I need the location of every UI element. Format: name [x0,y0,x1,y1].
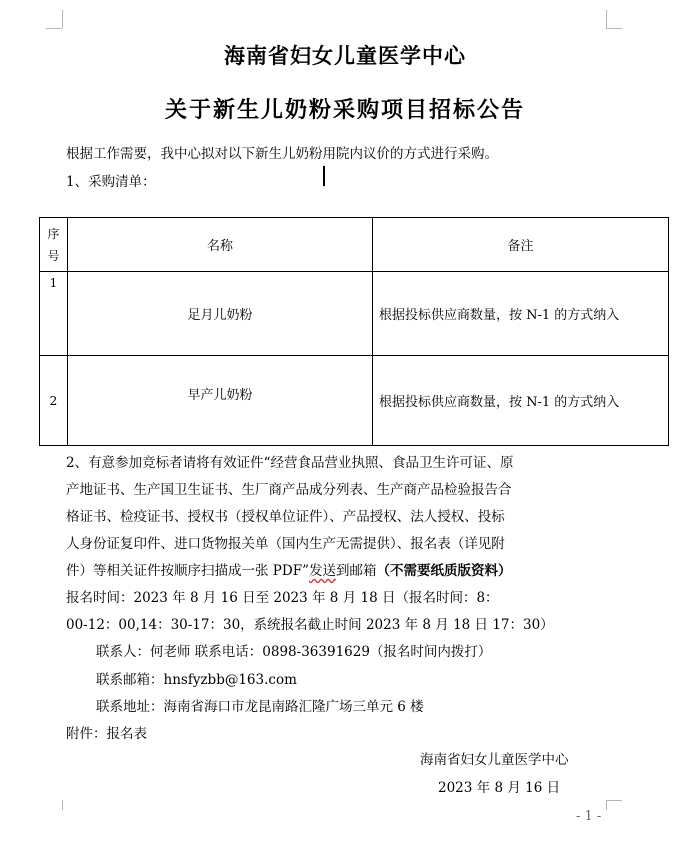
section-2-line [66,559,511,579]
header-seq-top: 序 [47,226,60,241]
section-2-line: 产地证书、生产国卫生证书、生厂商产品成分列表、生产商产品检验报告合 [66,482,512,498]
row-seq: 1 [40,272,68,356]
header-note: 备注 [373,218,669,272]
spellcheck-word: 发送 [308,563,336,579]
table-header-row [40,218,669,272]
header-seq-bottom: 号 [47,248,60,263]
section-2-line: 2、有意参加竞标者请将有效证件“经营食品营业执照、食品卫生许可证、原 [66,455,514,471]
table-row [40,272,669,356]
registration-time-cont: 00-12：00,14：30-17：30，系统报名截止时间 2023 年 8 月 18 日 17：30） [66,617,554,633]
row-name: 足月儿奶粉 [68,272,373,356]
header-seq [40,218,68,272]
notice-title: 关于新生儿奶粉采购项目招标公告 [164,97,525,123]
page-number: - 1 - [576,809,602,824]
crop-mark [606,800,622,801]
org-title: 海南省妇女儿童医学中心 [224,43,466,68]
section-2-text: 件）等相关证件按顺序扫描成一张 PDF” [66,563,309,579]
signature-org: 海南省妇女儿童医学中心 [420,752,569,768]
crop-mark [606,28,622,29]
row-note: 根据投标供应商数量，按 N-1 的方式纳入 [373,356,669,446]
crop-mark [62,10,63,28]
crop-mark [606,800,607,810]
signature-date: 2023 年 8 月 16 日 [438,780,561,796]
section-1-heading: 1、采购清单： [66,174,156,190]
crop-mark [62,800,63,810]
table-row [40,356,669,446]
text-cursor [323,166,325,186]
intro-paragraph: 根据工作需要，我中心拟对以下新生儿奶粉用院内议价的方式进行采购。 [66,146,498,162]
crop-mark [46,28,62,29]
registration-time: 报名时间：2023 年 8 月 16 日至 2023 年 8 月 18 日（报名时间：8： [66,590,499,606]
row-seq: 2 [40,356,68,446]
section-2-line: 人身份证复印件、进口货物报关单（国内生产无需提供）、报名表（详见附 [66,536,505,552]
crop-mark [606,10,607,28]
attachment-line: 附件：报名表 [66,726,147,742]
header-name: 名称 [68,218,373,272]
row-name: 早产儿奶粉 [68,356,373,446]
contact-line: 联系人：何老师 联系电话：0898-36391629（报名时间内拨打） [96,644,492,660]
purchase-list-table [39,217,669,446]
email-line: 联系邮箱：hnsfyzbb@163.com [96,672,297,688]
no-paper-note: （不需要纸质版资料） [376,563,512,579]
section-2-line: 格证书、检疫证书、授权书（授权单位证件）、产品授权、法人授权、投标 [66,509,505,525]
address-line: 联系地址：海南省海口市龙昆南路汇隆广场三单元 6 楼 [96,699,424,715]
row-note: 根据投标供应商数量，按 N-1 的方式纳入 [373,272,669,356]
section-2-text: 到邮箱 [335,563,377,579]
